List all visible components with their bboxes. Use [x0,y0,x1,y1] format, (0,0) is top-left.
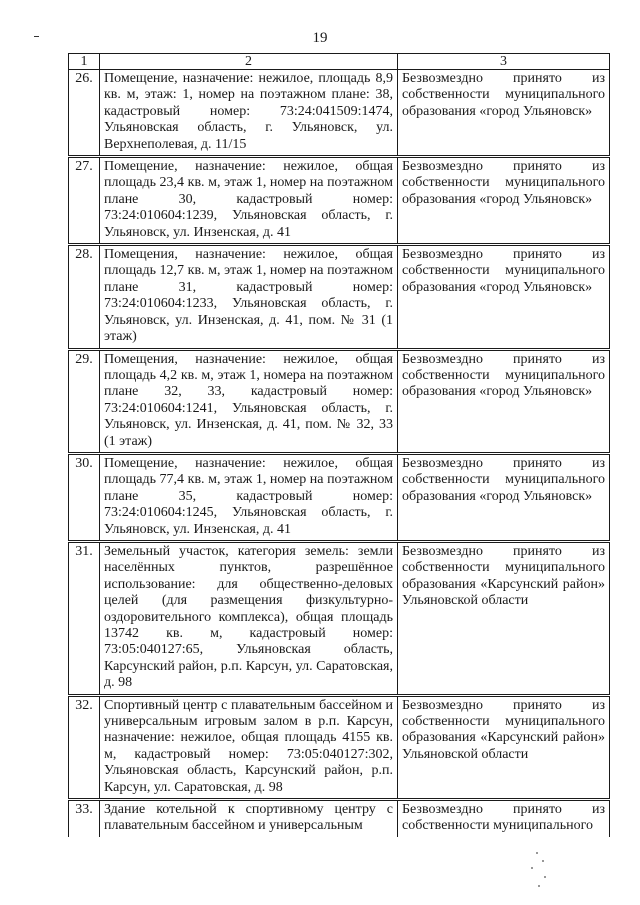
property-description-cell: Спортивный центр с плавательным бассейном и универсальным игровым залом в р.п. Карсун, назначение: нежилое, общая площадь 4155 кв. м, кадастровый номер: 73:05:040127:302, Ульяновская область, Карсунский район, р.п. Карсун, ул. Саратовская, д. 98 [100,695,398,799]
property-description-cell: Помещения, назначение: нежилое, общая площадь 12,7 кв. м, этаж 1, номер на поэтажном плане 31, кадастровый номер: 73:24:010604:1233, Ульяновская область, г. Ульяновск, ул. Инзенская, д. 41, пом. № 31 (1 этаж) [100,245,398,349]
table-row [69,157,610,245]
margin-mark [34,36,39,37]
acquisition-basis-cell: Безвозмездно принято из собственности муниципального образования «город Ульяновск» [398,349,610,453]
row-number-cell: 26. [69,70,100,157]
acquisition-basis-cell: Безвозмездно принято из собственности муниципального образования «город Ульяновск» [398,70,610,157]
row-number-cell: 31. [69,541,100,695]
row-number-cell: 33. [69,800,100,837]
property-description-cell: Помещение, назначение: нежилое, общая площадь 77,4 кв. м, этаж 1, номер на поэтажном плане 35, кадастровый номер: 73:24:010604:1245, Ульяновская область, г. Ульяновск, ул. Инзенская, д. 41 [100,453,398,541]
row-number-cell: 30. [69,453,100,541]
property-description-cell: Помещение, назначение: нежилое, площадь 8,9 кв. м, этаж: 1, номер на поэтажном плане: 38, кадастровый номер: 73:24:041509:1474, Ульяновская область, г. Ульяновск, ул. Верхнеполевая, д. 11/15 [100,70,398,157]
table-row [69,695,610,799]
table-row [69,349,610,453]
acquisition-basis-cell: Безвозмездно принято из собственности муниципального [398,800,610,837]
scan-artifact [522,852,552,892]
row-number-cell: 28. [69,245,100,349]
property-description-cell: Помещения, назначение: нежилое, общая площадь 4,2 кв. м, этаж 1, номера на поэтажном плане 32, 33, кадастровый номер: 73:24:010604:1241, Ульяновская область, г. Ульяновск, ул. Инзенская, д. 41, пом. № 32, 33 (1 этаж) [100,349,398,453]
table-row [69,70,610,157]
table-row [69,453,610,541]
table-viewport [60,53,620,843]
page-number: 19 [312,30,328,46]
property-table [68,53,610,837]
row-number-cell: 32. [69,695,100,799]
row-number-cell: 27. [69,157,100,245]
row-number-cell: 29. [69,349,100,453]
acquisition-basis-cell: Безвозмездно принято из собственности муниципального образования «город Ульяновск» [398,157,610,245]
table-row [69,245,610,349]
table-header-row [69,54,610,70]
acquisition-basis-cell: Безвозмездно принято из собственности муниципального образования «Карсунский район» Ульяновской области [398,541,610,695]
column-header-description: 2 [100,54,398,70]
acquisition-basis-cell: Безвозмездно принято из собственности муниципального образования «город Ульяновск» [398,245,610,349]
column-header-number: 1 [69,54,100,70]
acquisition-basis-cell: Безвозмездно принято из собственности муниципального образования «город Ульяновск» [398,453,610,541]
table-row [69,541,610,695]
table-row [69,800,610,837]
column-header-basis: 3 [398,54,610,70]
property-description-cell: Помещение, назначение: нежилое, общая площадь 23,4 кв. м, этаж 1, номер на поэтажном плане 30, кадастровый номер: 73:24:010604:1239, Ульяновская область, г. Ульяновск, ул. Инзенская, д. 41 [100,157,398,245]
acquisition-basis-cell: Безвозмездно принято из собственности муниципального образования «Карсунский район» Ульяновской области [398,695,610,799]
property-description-cell: Земельный участок, категория земель: земли населённых пунктов, разрешённое использование: для общественно-деловых целей (для размещения физкультурно-оздоровительного комплекса), общая площадь 13742 кв. м, кадастровый номер: 73:05:040127:65, Ульяновская область, Карсунский район, р.п. Карсун, ул. Саратовская, д. 98 [100,541,398,695]
property-description-cell: Здание котельной к спортивному центру с плавательным бассейном и универсальным [100,800,398,837]
